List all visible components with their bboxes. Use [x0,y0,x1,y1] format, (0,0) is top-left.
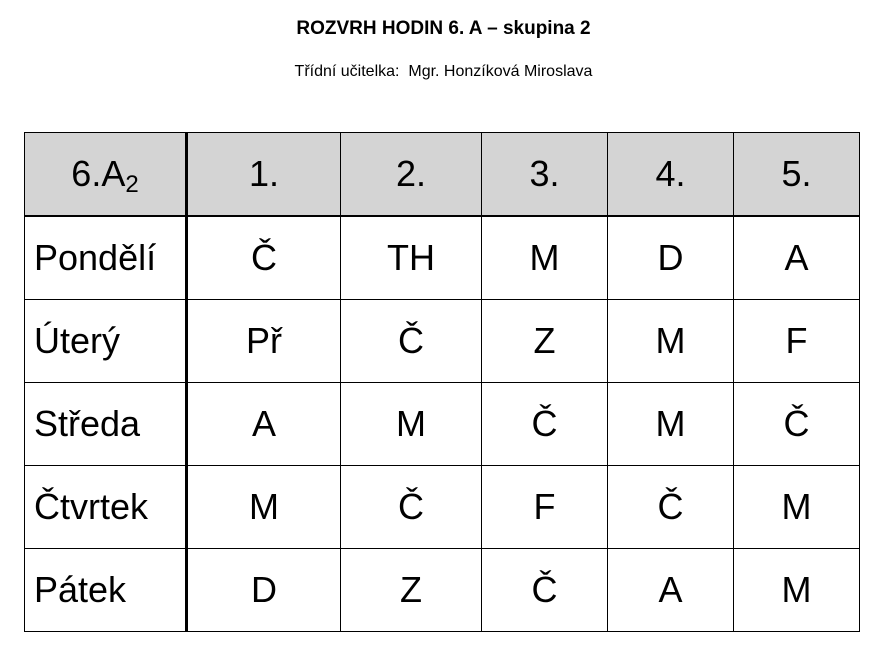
subject-cell: M [734,549,860,632]
period-header: 2. [341,133,482,217]
table-row [25,466,860,549]
subject-cell: Č [608,466,734,549]
subject-cell: Č [482,383,608,466]
class-teacher: Třídní učitelka: Mgr. Honzíková Miroslava [294,63,593,80]
subject-cell: A [608,549,734,632]
table-row [25,216,860,300]
timetable [24,132,860,632]
subject-cell: D [187,549,341,632]
page-title: ROZVRH HODIN 6. A – skupina 2 [296,18,591,39]
subject-cell: M [187,466,341,549]
subject-cell: M [482,216,608,300]
table-row [25,383,860,466]
subject-cell: M [608,300,734,383]
period-header: 5. [734,133,860,217]
subject-cell: Č [341,300,482,383]
period-header: 1. [187,133,341,217]
period-header: 4. [608,133,734,217]
subject-cell: Č [187,216,341,300]
day-label: Středa [25,383,187,466]
subject-cell: D [608,216,734,300]
subject-cell: Č [734,383,860,466]
day-label: Pátek [25,549,187,632]
subject-cell: Př [187,300,341,383]
subject-cell: A [187,383,341,466]
subject-cell: Z [482,300,608,383]
class-label: 6.A [71,153,126,194]
subject-cell: M [341,383,482,466]
day-label: Pondělí [25,216,187,300]
subject-cell: Č [341,466,482,549]
subject-cell: TH [341,216,482,300]
table-row [25,300,860,383]
subject-cell: A [734,216,860,300]
subject-cell: Č [482,549,608,632]
day-label: Úterý [25,300,187,383]
period-header: 3. [482,133,608,217]
subject-cell: F [734,300,860,383]
subject-cell: M [608,383,734,466]
subject-cell: F [482,466,608,549]
subject-cell: Z [341,549,482,632]
class-label-cell [25,133,187,217]
header-row [25,133,860,217]
day-label: Čtvrtek [25,466,187,549]
table-row [25,549,860,632]
subject-cell: M [734,466,860,549]
class-group-subscript: 2 [125,171,139,198]
